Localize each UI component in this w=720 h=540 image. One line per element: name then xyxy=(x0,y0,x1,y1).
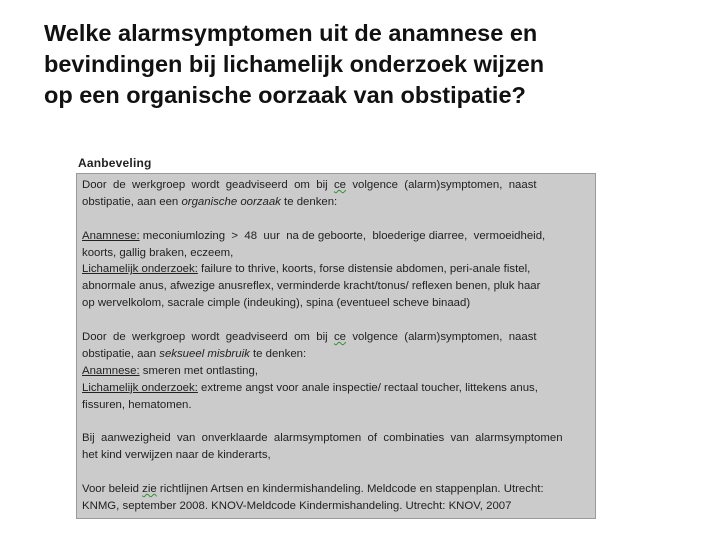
panel-heading: Aanbeveling xyxy=(78,156,152,170)
text-line xyxy=(82,346,591,363)
text-span: smeren met ontlasting, xyxy=(139,364,259,377)
text-line xyxy=(82,261,591,278)
spellcheck-word: zie xyxy=(142,483,157,496)
recommendation-text-box xyxy=(76,173,596,519)
title-line-2: bevindingen bij lichamelijk onderzoek wijzen xyxy=(44,51,545,77)
text-span: Voor beleid xyxy=(82,483,143,496)
text-span: volgence (alarm)symptomen, naast xyxy=(346,179,537,191)
text-line xyxy=(82,363,591,380)
recommendation-panel xyxy=(76,155,602,521)
text-span: volgence (alarm)symptomen, naast xyxy=(346,331,537,344)
spacer xyxy=(82,413,591,430)
text-span: obstipatie, aan xyxy=(82,347,160,360)
text-span: Door de werkgroep wordt geadviseerd om bij xyxy=(82,331,334,344)
text-line xyxy=(82,380,591,397)
text-span: richtlijnen Artsen en kindermishandeling. Meldcode en stappenplan. Utrecht: xyxy=(156,483,544,496)
title-line-1: Welke alarmsymptomen uit de anamnese en xyxy=(44,20,538,46)
text-span: te denken: xyxy=(280,195,338,208)
text-line: op wervelkolom, sacrale cimple (indeuking), spina (eventueel scheve binaad) xyxy=(82,297,471,310)
title-line-3: op een organische oorzaak van obstipatie? xyxy=(44,82,526,108)
slide-title xyxy=(44,18,684,111)
spacer xyxy=(82,211,591,228)
anamnese-label: Anamnese: xyxy=(82,229,140,242)
emphasis-text: seksueel misbruik xyxy=(159,347,250,360)
text-line: abnormale anus, afwezige anusreflex, verminderde kracht/tonus/ reflexen benen, pluk haar xyxy=(82,280,541,293)
spellcheck-word: ce xyxy=(333,331,347,344)
text-span: meconiumlozing > 48 uur na de geboorte, bloederige diarree, vermoeidheid, xyxy=(139,229,546,242)
text-span: Door de werkgroep wordt geadviseerd om bij xyxy=(82,179,334,191)
text-line xyxy=(82,481,591,498)
emphasis-text: organische oorzaak xyxy=(181,195,281,208)
text-span: obstipatie, aan een xyxy=(82,195,182,208)
text-line xyxy=(82,194,591,211)
spellcheck-word: ce xyxy=(333,179,347,191)
text-span: failure to thrive, koorts, forse distensie abdomen, peri-anale fistel, xyxy=(197,263,531,276)
lichamelijk-label: Lichamelijk onderzoek: xyxy=(82,263,198,276)
lichamelijk-label: Lichamelijk onderzoek: xyxy=(82,381,198,394)
text-line xyxy=(82,329,591,346)
spacer xyxy=(82,464,591,481)
text-line: KNMG, september 2008. KNOV-Meldcode Kindermishandeling. Utrecht: KNOV, 2007 xyxy=(82,499,512,512)
text-line: fissuren, hematomen. xyxy=(82,398,192,411)
text-line: koorts, gallig braken, eczeem, xyxy=(82,246,234,259)
anamnese-label: Anamnese: xyxy=(82,364,140,377)
text-line: Bij aanwezigheid van onverklaarde alarmsymptomen of combinaties van alarmsymptomen xyxy=(82,432,563,445)
text-line xyxy=(82,177,591,194)
text-span: te denken: xyxy=(249,347,307,360)
text-line: het kind verwijzen naar de kinderarts, xyxy=(82,449,271,462)
text-span: extreme angst voor anale inspectie/ rectaal toucher, littekens anus, xyxy=(197,381,538,394)
text-line xyxy=(82,228,591,245)
spacer xyxy=(82,312,591,329)
